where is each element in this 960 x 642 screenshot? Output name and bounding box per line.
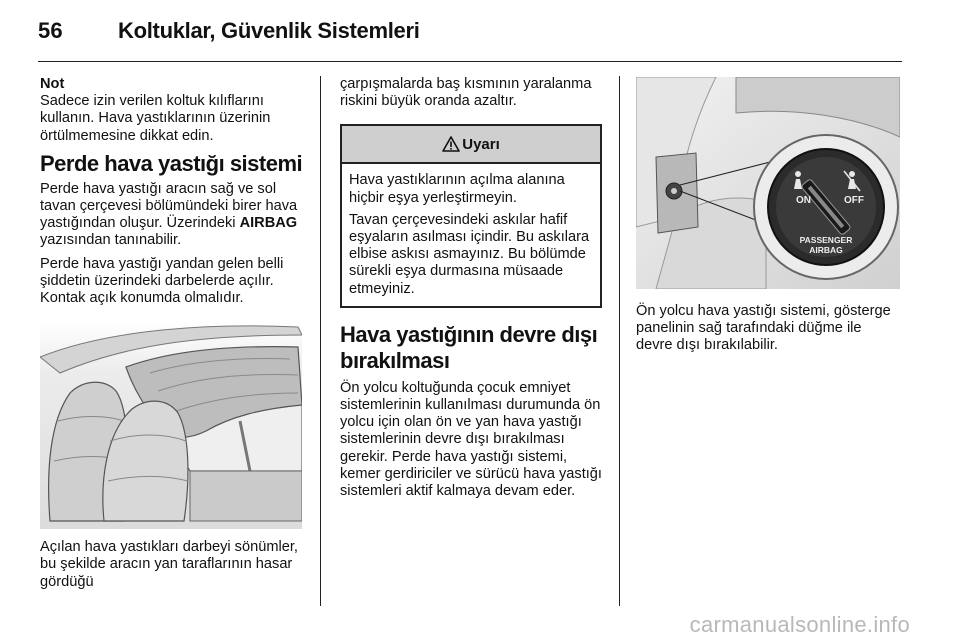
switch-off-label: OFF [844, 195, 864, 206]
section-title: Koltuklar, Güvenlik Sistemleri [118, 18, 420, 43]
curtain-airbag-heading: Perde hava yastığı sistemi [40, 150, 303, 176]
warning-paragraph-1: Hava yastıklarının açılma alanına hiçbir eşya yerleştirmeyin. [349, 172, 565, 206]
column-1 [40, 76, 304, 591]
column-divider-2 [619, 76, 620, 606]
warning-paragraph-2: Tavan çerçevesindeki askılar hafif eşyaların asılması içindir. Bu askılara elbise askısı asmayınız. Bu bölümde sürekli eşya durmasına müsaade etmeyiniz. [349, 211, 590, 297]
page-header [38, 14, 902, 58]
para-text: Perde hava yastığı aracın sağ ve sol tavan çerçevesi bölümündeki birer hava yastığından oluşur. Üzerindeki [40, 180, 298, 232]
curtain-airbag-paragraph-2: Perde hava yastığı yandan gelen belli şiddetin üzerindeki darbelerde açılır. Kontak açık konumda olmalıdır. [40, 255, 284, 307]
column-divider-1 [320, 76, 321, 606]
curtain-airbag-paragraph-3: Açılan hava yastıkları darbeyi sönümler, bu şekilde aracın yan taraflarının hasar gördüğü [40, 539, 298, 590]
warning-header [342, 126, 600, 164]
continued-paragraph: çarpışmalarda baş kısmının yaralanma riskini büyük oranda azaltır. [340, 76, 592, 110]
switch-passenger-label: PASSENGER [799, 235, 853, 245]
column-3 [636, 76, 902, 355]
page-number: 56 [38, 18, 63, 43]
header-rule [38, 61, 902, 62]
passenger-airbag-paragraph: Ön yolcu hava yastığı sistemi, gösterge panelinin sağ tarafındaki düğme ile devre dışı bırakılabilir. [636, 303, 891, 354]
column-2 [340, 76, 604, 500]
airbag-keyword: AIRBAG [239, 215, 298, 232]
curtain-airbag-illustration [40, 321, 302, 529]
warning-triangle-icon [442, 136, 460, 152]
warning-body [342, 164, 600, 305]
warning-box [340, 124, 602, 307]
curtain-airbag-illustration-svg [40, 321, 302, 529]
para-text: yazısından tanınabilir. [40, 232, 182, 249]
note-label: Not [40, 76, 65, 92]
watermark: carmanualsonline.info [689, 612, 910, 637]
warning-title: Uyarı [462, 135, 500, 153]
airbag-switch-illustration [636, 77, 900, 289]
airbag-deactivation-paragraph: Ön yolcu koltuğunda çocuk emniyet sistemlerinin kullanılması durumunda ön yolcu için olan ön ve yan hava yastığı sistemlerinin devre dışı bırakılması gerekir. Perde hava yastığı sistemi, kemer gerdiriciler ve sürücü hava yastığı sistemleri aktif kalmaya devam eder. [340, 379, 602, 500]
switch-airbag-label: AIRBAG [809, 245, 843, 255]
note-text: Sadece izin verilen koltuk kılıflarını kullanın. Hava yastıklarının üzerinin örtülmemesine dikkat edin. [40, 93, 271, 144]
curtain-airbag-paragraph-1 [40, 181, 304, 250]
airbag-switch-illustration-svg [636, 77, 900, 289]
airbag-deactivation-heading: Hava yastığının devre dışı bırakılması [340, 321, 598, 373]
switch-on-label: ON [796, 195, 811, 206]
